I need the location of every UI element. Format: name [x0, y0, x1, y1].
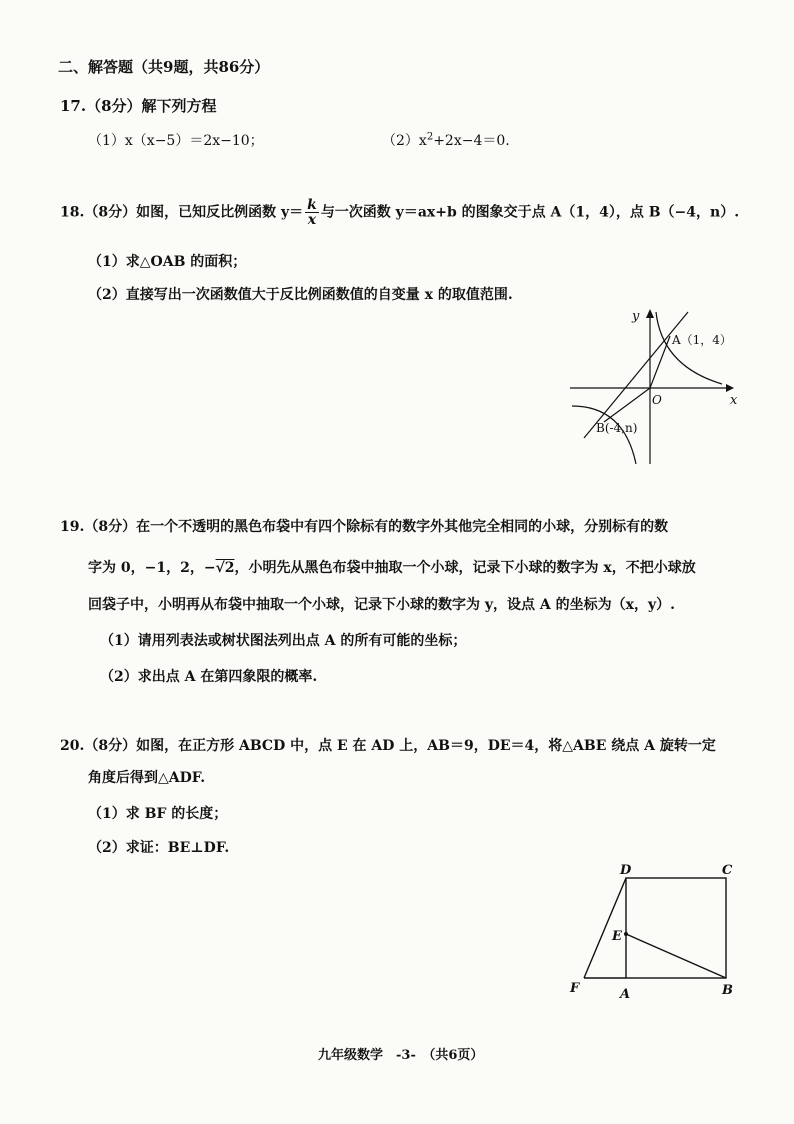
q17-part2-sup: 2	[426, 131, 434, 143]
q17-part2-suffix: +2x−4＝0.	[433, 133, 510, 149]
label-point-a: A（1，4）	[672, 333, 732, 347]
q20-figure	[566, 860, 746, 1010]
section-header: 二、解答题（共9题，共86分）	[58, 58, 270, 76]
q20-line2: 角度后得到△ADF.	[88, 770, 206, 786]
y-axis-arrow-icon	[646, 309, 654, 318]
q18-frac-den: x	[307, 212, 317, 228]
q18-stem-b: 与一次函数 y＝ax+b 的图象交于点 A（1，4），点 B（−4，n）.	[320, 204, 740, 221]
label-point-b: B(-4,n)	[596, 421, 638, 435]
q19-part2: （2）求出点 A 在第四象限的概率.	[100, 669, 318, 685]
q19-line2-a: 字为 0，−1，2，−	[88, 560, 216, 576]
q18-part1: （1）求△OAB 的面积；	[88, 254, 247, 270]
point-e-marker	[624, 932, 628, 936]
label-b: B	[722, 983, 733, 998]
q19-sqrt: √2	[215, 560, 235, 576]
label-x: x	[730, 393, 738, 408]
segment-be	[626, 934, 726, 978]
page-footer: 九年级数学 -3- （共6页）	[318, 1048, 484, 1063]
label-d: D	[620, 863, 632, 878]
q18-part2: （2）直接写出一次函数值大于反比例函数值的自变量 x 的取值范围.	[88, 287, 513, 303]
q18-figure	[566, 306, 746, 466]
q19-part1: （1）请用列表法或树状图法列出点 A 的所有可能的坐标；	[100, 633, 467, 649]
x-axis-arrow-icon	[726, 384, 734, 392]
q17-part1: （1）x（x−5）＝2x−10；	[88, 133, 264, 149]
q20-part2: （2）求证：BE⊥DF.	[88, 840, 230, 856]
q17-part2	[382, 130, 510, 150]
q18-stem	[60, 198, 739, 227]
linear-function-line	[584, 312, 688, 438]
q17-stem: 17.（8分）解下列方程	[60, 97, 217, 115]
q18-frac-num: k	[307, 197, 317, 213]
q19-line2-b: ，小明先从黑色布袋中抽取一个小球，记录下小球的数字为 x，不把小球放	[234, 560, 696, 576]
label-e: E	[612, 929, 622, 944]
q18-stem-a: 18.（8分）如图，已知反比例函数 y＝	[60, 204, 304, 221]
segment-oa	[650, 336, 670, 388]
q19-line1: 19.（8分）在一个不透明的黑色布袋中有四个除标有的数字外其他完全相同的小球，分别标有的数	[60, 519, 669, 535]
label-a: A	[620, 987, 631, 1002]
q19-line3: 回袋子中，小明再从布袋中抽取一个小球，记录下小球的数字为 y，设点 A 的坐标为（x，y）.	[88, 597, 675, 613]
label-y: y	[632, 309, 640, 324]
q20-part1: （1）求 BF 的长度；	[88, 806, 228, 822]
label-f: F	[570, 981, 580, 996]
q17-part2-prefix: （2）x	[382, 133, 427, 149]
q20-line1: 20.（8分）如图，在正方形 ABCD 中，点 E 在 AD 上，AB＝9，DE＝4，将△ABE 绕点 A 旋转一定	[60, 738, 716, 754]
label-o: O	[652, 393, 662, 407]
q18-fraction	[305, 198, 319, 227]
label-c: C	[722, 863, 733, 878]
segment-fd	[584, 878, 626, 978]
square-abcd	[626, 878, 726, 978]
q19-line2	[88, 557, 696, 577]
